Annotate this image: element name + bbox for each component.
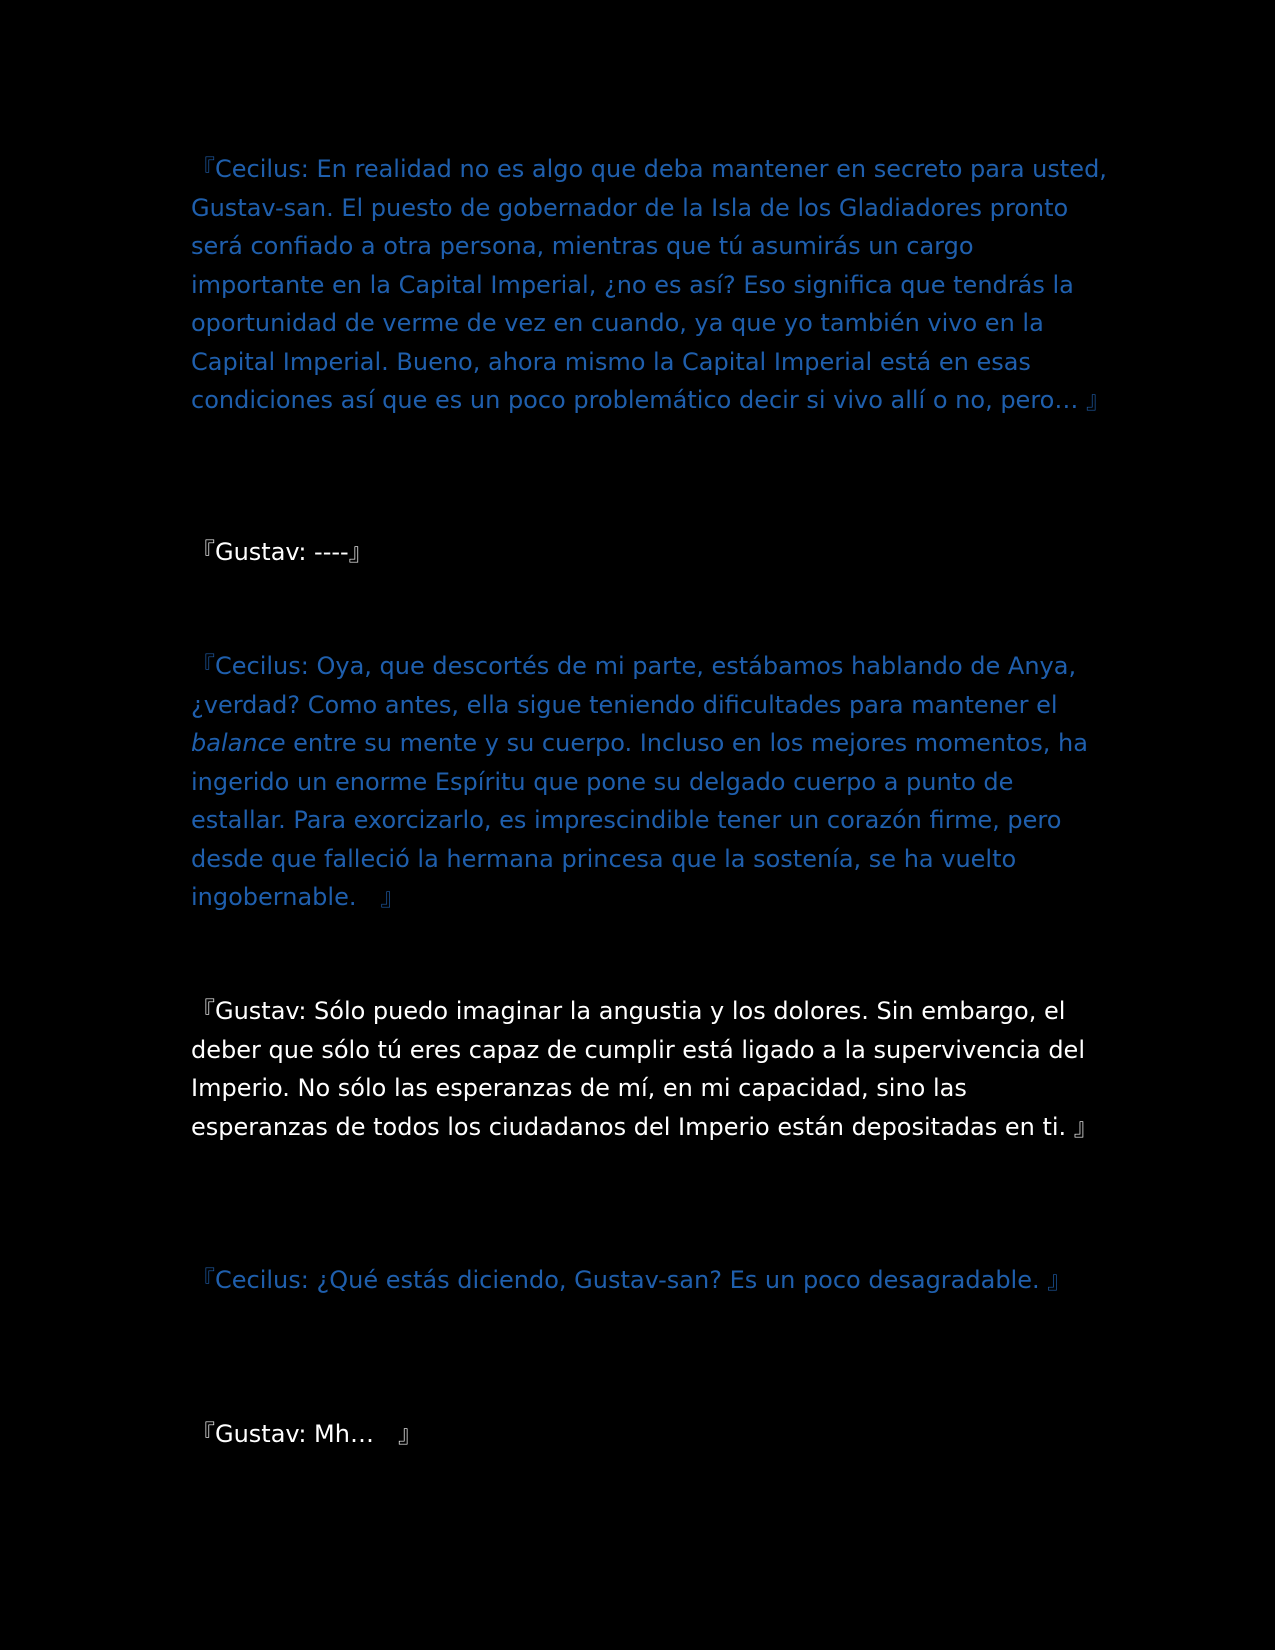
dialogue-gustav-1: 『Gustav: ----』 xyxy=(191,538,373,566)
dialogue-cecilus-2-part-1: 『Cecilus: Oya, que descortés de mi parte, estábamos hablando de Anya, ¿verdad? Como antes, ella sigue teniendo dificultades para mantener el xyxy=(191,652,1077,719)
dialogue-gustav-3: 『Gustav: Mh… 』 xyxy=(191,1420,422,1448)
dialogue-cecilus-2-part-2: entre su mente y su cuerpo. Incluso en los mejores momentos, ha ingerido un enorme Espíritu que pone su delgado cuerpo a punto de estallar. Para exorcizarlo, es imprescindible tener un corazón firme, pero desde que falleció la hermana princesa que la sostenía, se ha vuelto ingobernable. 』 xyxy=(191,729,1088,911)
dialogue-cecilus-3: 『Cecilus: ¿Qué estás diciendo, Gustav-san? Es un poco desagradable. 』 xyxy=(191,1266,1072,1294)
dialogue-cecilus-1: 『Cecilus: En realidad no es algo que deba mantener en secreto para usted, Gustav-san. El puesto de gobernador de la Isla de los Gladiadores pronto será confiado a otra persona, mientras que tú asumirás un cargo importante en la Capital Imperial, ¿no es así? Eso significa que tendrás la oportunidad de verme de vez en cuando, ya que yo también vivo en la Capital Imperial. Bueno, ahora mismo la Capital Imperial está en esas condiciones así que es un poco problemático decir si vivo allí o no, pero… 』 xyxy=(191,155,1110,414)
dialogue-cecilus-2 xyxy=(177,647,1107,917)
dialogue-cecilus-2-italic: balance xyxy=(191,729,286,757)
dialogue-gustav-2: 『Gustav: Sólo puedo imaginar la angustia y los dolores. Sin embargo, el deber que sólo tú eres capaz de cumplir está ligado a la supervivencia del Imperio. No sólo las esperanzas de mí, en mi capacidad, sino las esperanzas de todos los ciudadanos del Imperio están depositadas en ti. 』 xyxy=(191,997,1098,1141)
